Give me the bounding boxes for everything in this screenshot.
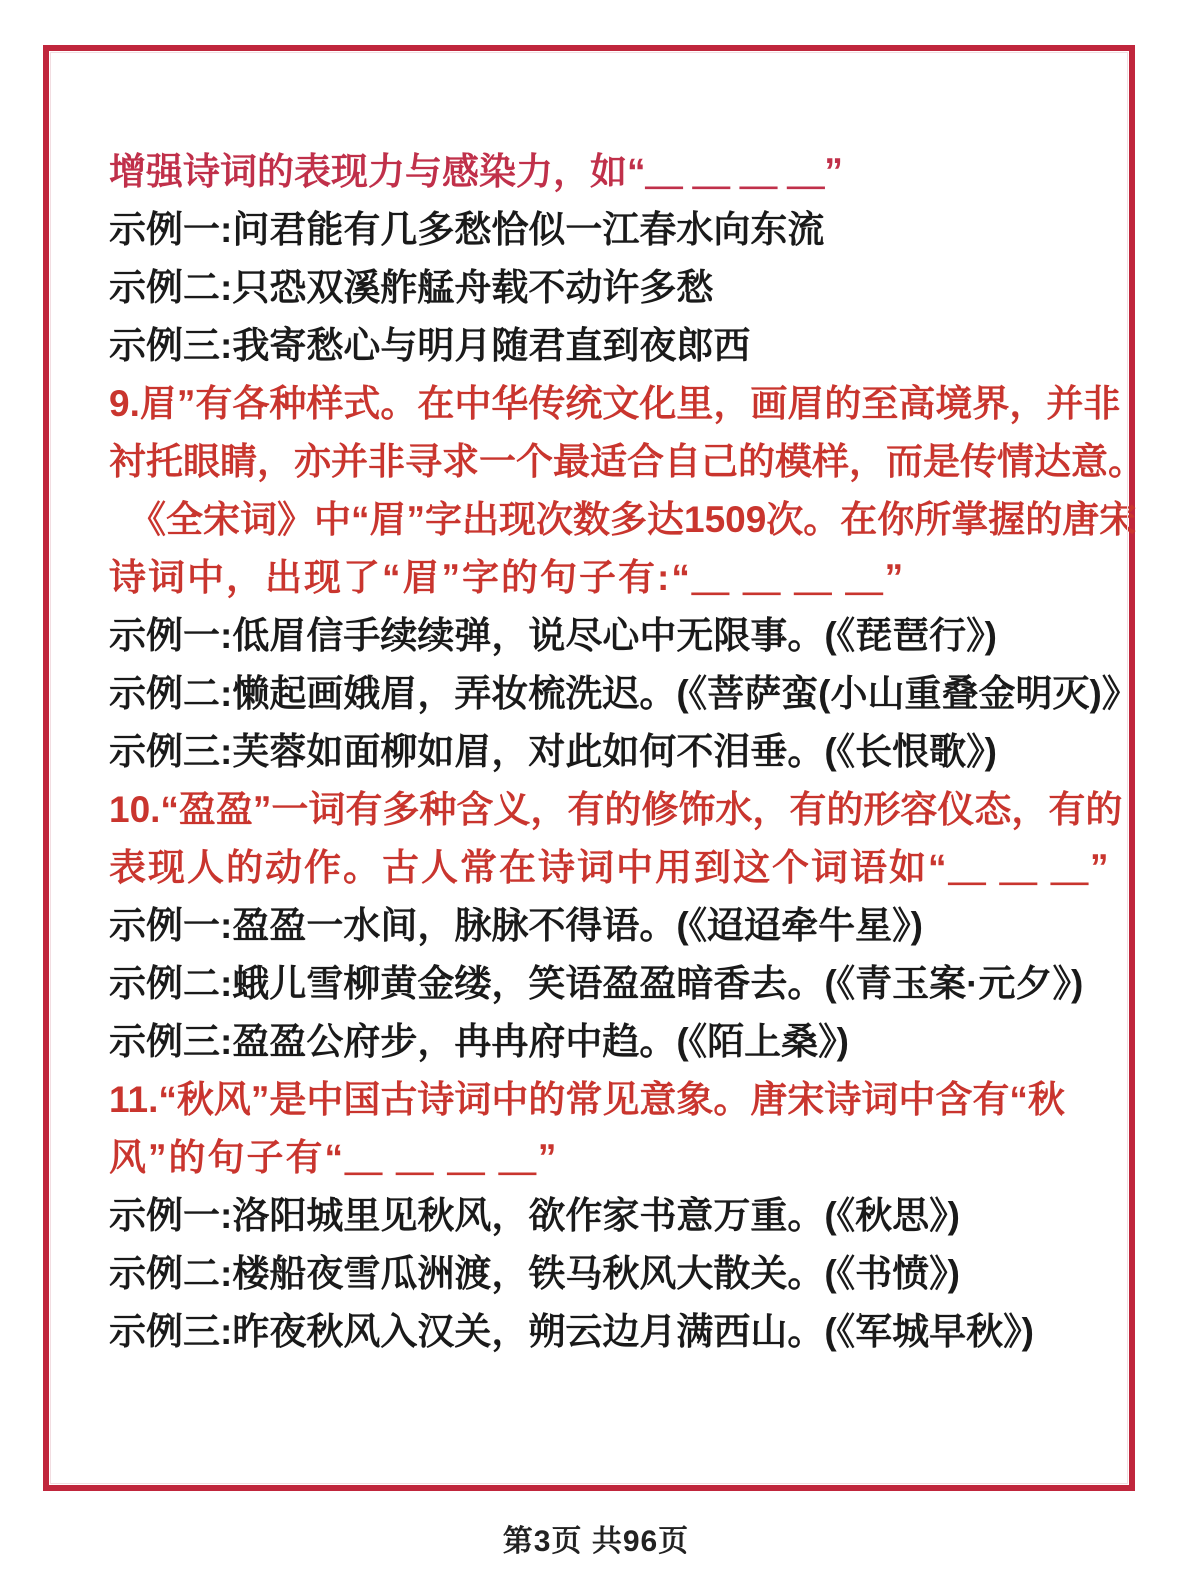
text-line-example: 示例一:洛阳城里见秋风，欲作家书意万重。(《秋思》) [109, 1195, 960, 1236]
text-line-example: 示例三:盈盈公府步，冉冉府中趋。(《陌上桑》) [109, 1021, 849, 1062]
text-line-example: 示例二:蛾儿雪柳黄金缕，笑语盈盈暗香去。(《青玉案·元夕》) [109, 963, 1084, 1004]
text-line-question-11-blank: 风”的句子有“＿ ＿ ＿ ＿” [109, 1137, 559, 1178]
text-line-question-9-cont: 衬托眼睛，亦并非寻求一个最适合自己的模样，而是传情达意。 [109, 441, 1145, 482]
text-line-example: 示例三:芙蓉如面柳如眉，对此如何不泪垂。(《长恨歌》) [109, 731, 997, 772]
text-line-question-10-blank: 表现人的动作。古人常在诗词中用到这个词语如“＿ ＿ ＿” [109, 847, 1111, 888]
text-line-question-11: 11.“秋风”是中国古诗词中的常见意象。唐宋诗词中含有“秋 [109, 1079, 1065, 1120]
text-line-example: 示例三:昨夜秋风入汉关，朔云边月满西山。(《军城早秋》) [109, 1311, 1034, 1352]
text-line-example: 示例一:盈盈一水间，脉脉不得语。(《迢迢牵牛星》) [109, 905, 923, 946]
text-line-example: 示例二:只恐双溪舴艋舟载不动许多愁 [109, 267, 714, 308]
text-line-example: 示例二:楼船夜雪瓜洲渡，铁马秋风大散关。(《书愤》) [109, 1253, 960, 1294]
text-line-example: 示例一:低眉信手续续弹，说尽心中无限事。(《琵琶行》) [109, 615, 997, 656]
text-line-question-9-blank: 诗词中，出现了“眉”字的句子有:“＿ ＿ ＿ ＿” [109, 557, 906, 598]
page-number-label: 第3页 共96页 [502, 1525, 690, 1558]
page-footer [0, 1516, 1192, 1560]
document-body [109, 143, 1184, 1361]
text-line-heading: 增强诗词的表现力与感染力，如“＿ ＿ ＿ ＿” [109, 151, 843, 192]
text-line-question-10: 10.“盈盈”一词有多种含义，有的修饰水，有的形容仪态，有的 [109, 789, 1123, 830]
red-border-frame [43, 45, 1145, 1491]
text-line-example: 示例二:懒起画娥眉，弄妆梳洗迟。(《菩萨蛮(小山重叠金明灭)》 [109, 673, 1139, 714]
text-line-question-9: 9.眉”有各种样式。在中华传统文化里，画眉的至高境界，并非 [109, 383, 1121, 424]
text-line-example: 示例三:我寄愁心与明月随君直到夜郎西 [109, 325, 751, 366]
text-line-question-9-cont: 《全宋词》中“眉”字出现次数多达1509次。在你所掌握的唐宋 [129, 499, 1137, 540]
text-line-example: 示例一:问君能有几多愁恰似一江春水向东流 [109, 209, 825, 250]
